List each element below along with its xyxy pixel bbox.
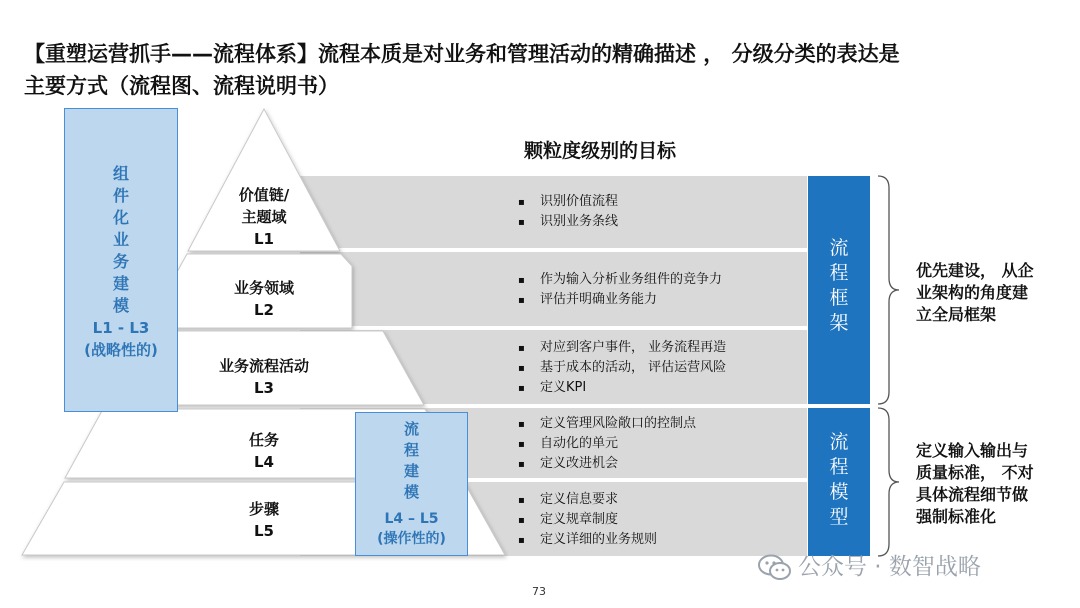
label-char: 流 <box>829 431 849 453</box>
label-char: 程 <box>829 262 849 284</box>
tier-label-l2 <box>214 277 314 321</box>
bullet-item: ▪ 识别价值流程 <box>518 192 618 212</box>
note-line: 强制标准化 <box>916 507 997 526</box>
framework-brace-icon <box>875 174 901 406</box>
label-char: 型 <box>829 506 849 528</box>
label-char: 流 <box>829 237 849 259</box>
label-char: 件 <box>112 186 129 205</box>
label-char: 框 <box>829 287 849 309</box>
bullet-item: ▪ 对应到客户事件， 业务流程再造 <box>518 338 726 358</box>
granularity-goals-heading: 颗粒度级别的目标 <box>524 140 677 162</box>
tier-level: L3 <box>254 379 274 397</box>
process-framework-box <box>808 176 870 404</box>
process-framework-label <box>808 236 870 336</box>
note-line: 定义输入输出与 <box>916 441 1029 460</box>
note-line: 优先建设， 从企 <box>916 261 1034 280</box>
wechat-icon <box>758 554 792 582</box>
page-number: 73 <box>532 585 546 598</box>
slide-title-line1: 【重塑运营抓手——流程体系】流程本质是对业务和管理活动的精确描述 ， 分级分类的表达是 <box>24 42 900 66</box>
tier-level: L2 <box>254 301 274 319</box>
label-char: 建 <box>112 274 129 293</box>
component-modeling-range: L1 - L3 <box>92 319 150 337</box>
bullet-item: ▪ 定义信息要求 <box>518 490 657 510</box>
tier-label-l3 <box>190 355 338 399</box>
label-char: 模 <box>829 481 849 503</box>
tier-label-l4 <box>222 429 306 473</box>
process-modeling-range: L4 – L5 <box>384 511 439 527</box>
tier-label-l1 <box>214 184 314 250</box>
tier-name: 主题域 <box>241 208 287 226</box>
bullet-item: ▪ 定义管理风险敞口的控制点 <box>518 414 696 434</box>
label-char: 架 <box>829 312 849 334</box>
label-char: 模 <box>403 483 419 501</box>
tier-name: 业务领域 <box>233 279 294 297</box>
wechat-watermark <box>758 548 981 582</box>
process-modeling-box <box>355 412 468 556</box>
tier-label-l5 <box>222 498 306 542</box>
component-modeling-note: (战略性的) <box>84 341 158 359</box>
tier-name: 业务流程活动 <box>218 357 309 375</box>
bullet-item: ▪ 定义改进机会 <box>518 454 696 474</box>
label-char: 程 <box>829 456 849 478</box>
label-char: 程 <box>403 441 419 459</box>
label-char: 务 <box>112 252 129 271</box>
watermark-text: 公众号 · 数智战略 <box>798 554 981 580</box>
label-char: 化 <box>112 208 129 227</box>
process-modeling-note: (操作性的) <box>377 531 446 547</box>
note-line: 具体流程细节做 <box>916 485 1029 504</box>
note-line: 业架构的角度建 <box>916 283 1029 302</box>
label-char: 组 <box>112 164 129 183</box>
bullet-item: ▪ 定义KPI <box>518 378 726 398</box>
note-line: 立全局框架 <box>916 305 997 324</box>
process-modeling-label <box>356 419 467 503</box>
tier-level: L4 <box>254 453 274 471</box>
label-char: 模 <box>112 296 129 315</box>
tier-level: L5 <box>254 522 274 540</box>
tier-name: 任务 <box>248 431 279 449</box>
bullet-item: ▪ 定义详细的业务规则 <box>518 530 657 550</box>
tier-level: L1 <box>254 230 274 248</box>
tier-name: 价值链/ <box>238 186 290 204</box>
label-char: 业 <box>112 230 129 249</box>
model-note <box>916 440 1034 528</box>
bullet-item: ▪ 自动化的单元 <box>518 434 696 454</box>
bullet-item: ▪ 识别业务条线 <box>518 212 618 232</box>
component-modeling-box <box>64 108 178 412</box>
bullet-item: ▪ 基于成本的活动， 评估运营风险 <box>518 358 726 378</box>
label-char: 建 <box>403 462 419 480</box>
component-modeling-label <box>65 163 177 317</box>
tier-name: 步骤 <box>248 500 279 518</box>
label-char: 流 <box>403 420 419 438</box>
bullet-item: ▪ 作为输入分析业务组件的竞争力 <box>518 270 722 290</box>
note-line: 质量标准， 不对 <box>916 463 1034 482</box>
bullet-item: ▪ 定义规章制度 <box>518 510 657 530</box>
slide-title-line2: 主要方式（流程图、流程说明书） <box>24 74 339 98</box>
bullet-item: ▪ 评估并明确业务能力 <box>518 290 722 310</box>
model-brace-icon <box>875 406 901 558</box>
process-model-label <box>808 430 870 530</box>
framework-note <box>916 260 1034 326</box>
process-model-box <box>808 408 870 556</box>
